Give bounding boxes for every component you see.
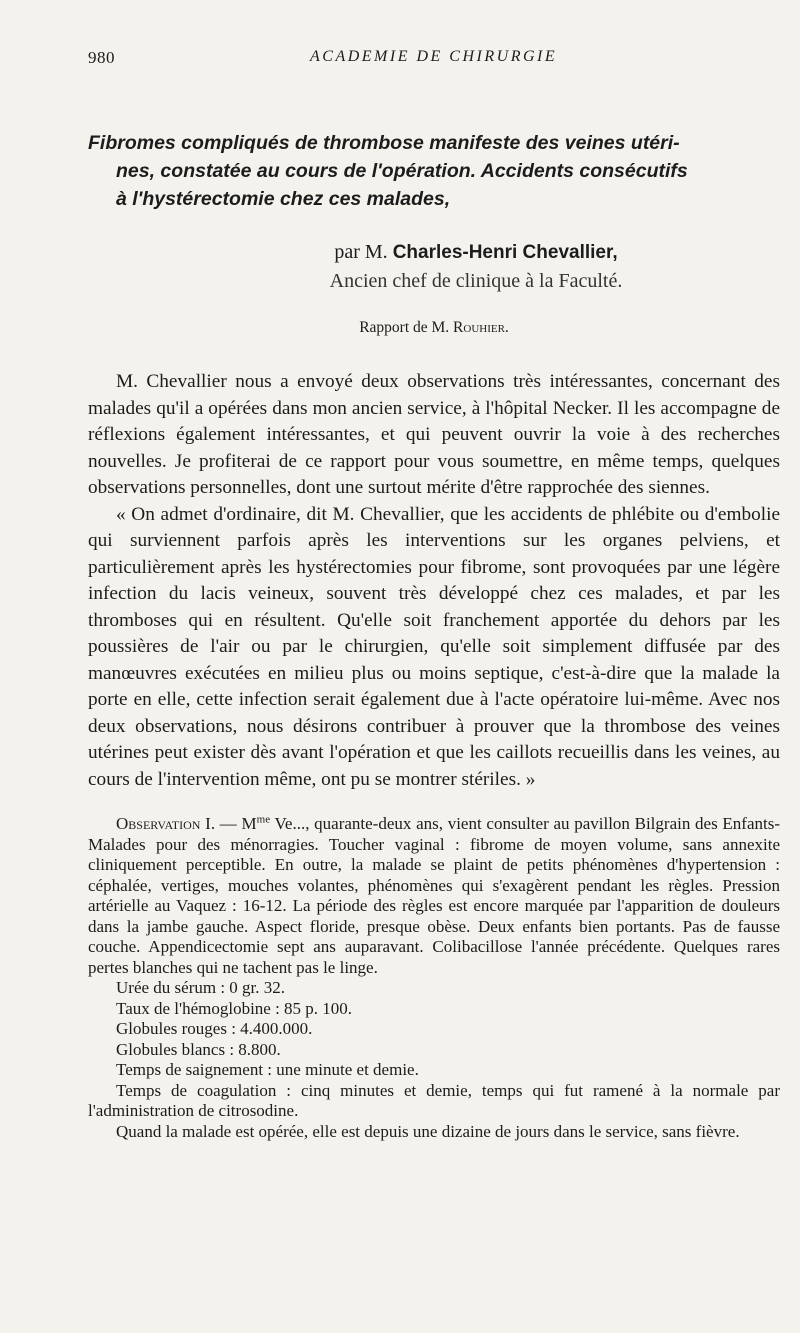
rapport-line: [88, 317, 780, 339]
byline-prefix: par M.: [334, 241, 388, 263]
observation-text: Ve..., quarante-deux ans, vient consulter au pavillon Bilgrain des Enfants-Malades pour des ménorragies. Toucher vaginal : fibrome de moyen volume, sans annexite cliniquement perceptible. En outre, la malade se plaint de petits phénomènes d'hypertension : céphalée, vertiges, mouches volantes, phénomènes qui s'exagèrent pendant les règles. Pression artérielle au Vaquez : 16-12. La période des règles est encore marquée par l'apparition de douleurs dans la jambe gauche. Aspect floride, presque obèse. Deux enfants bien portants. Pas de fausse couche. Appendicectomie sept ans auparavant. Colibacillose l'année précédente. Quelques rares pertes blanches qui ne tachent pas le linge.: [88, 814, 781, 977]
rapporteur-name: Rouhier.: [453, 319, 509, 336]
observation-line: Taux de l'hémoglobine : 85 p. 100.: [116, 998, 353, 1018]
observation-line: Globules rouges : 4.400.000.: [116, 1019, 313, 1038]
body-paragraph: M. Chevallier nous a envoyé deux observations très intéressantes, concernant des malades qu'il a opérées dans mon ancien service, à l'hôpital Necker. Il les accompagne de réflexions également intéressantes, et qui peuvent ouvrir la voie à des recherches nouvelles. Je profiterai de ce rapport pour vous soumettre, en même temps, quelques observations personnelles, dont une surtout mérite d'être rapprochée des siennes.: [88, 371, 780, 498]
observation-section: [88, 814, 780, 1142]
author-name: Charles-Henri Chevallier,: [392, 242, 618, 263]
title-line: nes, constatée au cours de l'opération. Accidents consécutifs: [116, 160, 688, 182]
page: [88, 40, 780, 1142]
journal-title: ACADEMIE DE CHIRURGIE: [310, 48, 558, 65]
patient-prefix: M: [241, 814, 257, 833]
observation-line: Temps de coagulation : cinq minutes et demie, temps qui fut ramené à la normale par l'administration de citrosodine.: [88, 1080, 780, 1120]
observation-line: Temps de saignement : une minute et demie.: [116, 1060, 419, 1079]
rapport-prefix: Rapport de M.: [359, 319, 450, 336]
title-line: Fibromes compliqués de thrombose manifeste des veines utéri-: [88, 132, 680, 154]
article-body: [88, 369, 780, 793]
running-head: [88, 40, 780, 70]
patient-sup: me: [256, 813, 271, 826]
body-paragraph: « On admet d'ordinaire, dit M. Chevallier, que les accidents de phlébite ou d'embolie qui surviennent parfois après les interventions sur les organes pelviens, et particulièrement après les hystérectomies pour fibrome, sont provoquées par une légère infection du lacis veineux, souvent très développé chez ces malades, et par les thromboses qui en résultent. Qu'elle soit franchement apportée du dehors par les poussières de l'air ou par le chirurgien, qu'elle soit simplement diffusée par des manœuvres exécutées en milieu plus ou moins septique, c'est-à-dire que la malade la porte en elle, cette infection serait également due à l'acte opératoire lui-même. Avec nos deux observations, nous désirons contribuer à prouver que la thrombose des veines utérines peut exister dès avant l'opération et que les caillots recueillis dans les veines, au cours de l'intervention même, ont pu se montrer stériles. »: [88, 503, 780, 790]
article-title: [88, 129, 780, 213]
observation-line: Quand la malade est opérée, elle est depuis une dizaine de jours dans le service, sans fièvre.: [116, 1121, 740, 1141]
author-affiliation: Ancien chef de clinique à la Faculté.: [329, 270, 623, 292]
observation-line: Globules blancs : 8.800.: [116, 1039, 281, 1059]
observation-intro: [88, 814, 780, 978]
observation-dash: —: [219, 814, 237, 833]
byline: [88, 238, 780, 267]
observation-line: Urée du sérum : 0 gr. 32.: [116, 978, 286, 997]
title-line: à l'hystérectomie chez ces malades,: [116, 188, 451, 210]
page-number: 980: [88, 48, 115, 67]
observation-label: Observation I.: [116, 814, 216, 833]
